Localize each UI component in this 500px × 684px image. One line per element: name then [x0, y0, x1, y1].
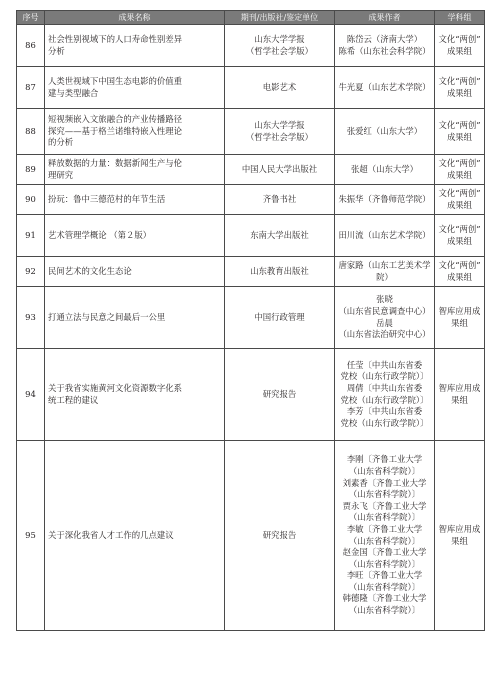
cell-title-line: 理研究: [48, 169, 74, 180]
cell-publisher: [225, 441, 335, 631]
cell-authors-line: （山东省法治研究中心）: [338, 329, 431, 340]
cell-authors-line: （山东省科学院）〕: [348, 605, 421, 616]
cell-group-line: 成果组: [446, 199, 473, 210]
cell-title-line: 关于深化我省人才工作的几点建议: [48, 529, 174, 540]
cell-authors-line: 张晓: [376, 294, 393, 305]
cell-authors: [335, 257, 435, 287]
cell-authors-line: 韩德隆〔齐鲁工业大学: [342, 593, 427, 604]
cell-title-line: 艺术管理学概论 （第２版）: [48, 229, 152, 240]
cell-authors-line: 岳晨: [376, 317, 393, 328]
cell-authors: [335, 155, 435, 185]
table-body: [17, 25, 485, 631]
cell-authors-line: 周倩〔中共山东省委: [346, 382, 423, 393]
cell-publisher-line: 山东教育出版社: [250, 265, 309, 276]
cell-group: [435, 155, 485, 185]
cell-authors: [335, 25, 435, 67]
cell-title: [45, 257, 225, 287]
header-group: 学科组: [435, 11, 485, 25]
cell-authors-line: （山东省科学院）〕: [348, 465, 421, 476]
cell-authors-line: （山东省科学院）〕: [348, 512, 421, 523]
cell-authors: [335, 109, 435, 155]
cell-group: [435, 215, 485, 257]
cell-group-line: 成果组: [446, 235, 473, 246]
cell-authors-line: 张爱红（山东大学）: [346, 125, 423, 136]
cell-authors-line: 任莹〔中共山东省委: [346, 359, 423, 370]
cell-authors: [335, 349, 435, 441]
cell-title-line: 民间艺术的文化生态论: [48, 265, 132, 276]
cell-title-line: 建与类型融合: [48, 87, 99, 98]
cell-title-line: 短视频嵌入文旅融合的产业传播路径: [48, 114, 182, 125]
cell-authors-line: （山东省科学院）〕: [348, 581, 421, 592]
table-row: [17, 109, 485, 155]
cell-group-line: 文化“两创”: [438, 157, 481, 168]
cell-publisher-line: 中国行政管理: [254, 311, 305, 322]
cell-authors-line: （山东省科学院）〕: [348, 558, 421, 569]
cell-authors-line: （山东省民意调查中心）: [338, 305, 431, 316]
cell-authors-line: 刘素香〔齐鲁工业大学: [342, 477, 427, 488]
cell-authors-line: 陈希（山东社会科学院）: [338, 45, 431, 56]
cell-group-line: 成果组: [446, 87, 473, 98]
cell-title: [45, 67, 225, 109]
table-row: [17, 287, 485, 349]
cell-publisher-line: （哲学社会学版）: [246, 131, 313, 142]
cell-authors-line: 李刚〔齐鲁工业大学: [346, 454, 423, 465]
cell-authors-line: 党校（山东行政学院）〕: [340, 371, 429, 382]
cell-publisher-line: 电影艺术: [262, 81, 297, 92]
cell-authors-line: 田川流（山东艺术学院）: [338, 229, 431, 240]
cell-group-line: 文化“两创”: [438, 119, 481, 130]
cell-group-line: 果组: [451, 535, 468, 546]
cell-title-line: 释放数据的力量：数据新闻生产与伦: [48, 157, 182, 168]
header-no: 序号: [17, 11, 45, 25]
cell-authors-line: 党校（山东行政学院）〕: [340, 417, 429, 428]
cell-no: 93: [17, 287, 45, 349]
table-row: [17, 67, 485, 109]
cell-group: [435, 67, 485, 109]
cell-publisher-line: 齐鲁书社: [262, 193, 297, 204]
cell-group-line: 成果组: [446, 45, 473, 56]
cell-publisher: [225, 155, 335, 185]
cell-title: [45, 155, 225, 185]
cell-authors: [335, 441, 435, 631]
cell-no: 88: [17, 109, 45, 155]
cell-publisher: [225, 25, 335, 67]
cell-group-line: 文化“两创”: [438, 223, 481, 234]
cell-group-line: 智库应用成: [438, 523, 481, 534]
table-row: [17, 155, 485, 185]
header-title: 成果名称: [45, 11, 225, 25]
cell-title: [45, 109, 225, 155]
cell-no: 90: [17, 185, 45, 215]
cell-title-line: 统工程的建议: [48, 394, 99, 405]
cell-no: 89: [17, 155, 45, 185]
cell-publisher: [225, 215, 335, 257]
cell-title: [45, 287, 225, 349]
cell-publisher-line: 山东大学学报: [254, 33, 305, 44]
cell-title: [45, 215, 225, 257]
cell-group: [435, 287, 485, 349]
cell-title: [45, 185, 225, 215]
cell-authors-line: 李芳〔中共山东省委: [346, 406, 423, 417]
table-row: [17, 257, 485, 287]
table-row: [17, 215, 485, 257]
cell-authors-line: （山东省科学院）〕: [348, 489, 421, 500]
cell-no: 87: [17, 67, 45, 109]
table-row: [17, 349, 485, 441]
cell-authors-line: 陈岱云（济南大学）: [346, 33, 423, 44]
cell-no: 91: [17, 215, 45, 257]
header-authors: 成果作者: [335, 11, 435, 25]
cell-group-line: 智库应用成: [438, 305, 481, 316]
cell-authors-line: 张超（山东大学）: [351, 163, 418, 174]
cell-title: [45, 441, 225, 631]
cell-title-line: 探究——基于格兰诺维特嵌入性理论: [48, 125, 182, 136]
cell-authors-line: 李旺〔齐鲁工业大学: [346, 570, 423, 581]
table-row: [17, 25, 485, 67]
cell-publisher-line: 研究报告: [262, 388, 297, 399]
cell-title: [45, 349, 225, 441]
cell-group-line: 果组: [451, 317, 468, 328]
cell-no: 94: [17, 349, 45, 441]
cell-authors-line: 牛光夏（山东艺术学院）: [338, 81, 431, 92]
cell-no: 92: [17, 257, 45, 287]
cell-authors-line: 朱振华（齐鲁师范学院）: [338, 193, 431, 204]
cell-authors-line: 唐家路（山东工艺美术学院）: [338, 259, 431, 282]
table-header-row: [17, 11, 485, 25]
cell-group-line: 文化“两创”: [438, 75, 481, 86]
cell-group-line: 成果组: [446, 271, 473, 282]
table-row: [17, 441, 485, 631]
cell-publisher: [225, 109, 335, 155]
cell-authors-line: 贾永飞〔齐鲁工业大学: [342, 500, 427, 511]
cell-publisher-line: 东南大学出版社: [250, 229, 309, 240]
cell-title-line: 扮玩：鲁中三德范村的年节生活: [48, 193, 166, 204]
cell-publisher: [225, 67, 335, 109]
cell-group: [435, 109, 485, 155]
cell-group: [435, 257, 485, 287]
cell-authors-line: 赵金国〔齐鲁工业大学: [342, 547, 427, 558]
cell-title-line: 的分析: [48, 137, 74, 148]
cell-authors-line: 党校（山东行政学院）〕: [340, 394, 429, 405]
cell-group-line: 成果组: [446, 131, 473, 142]
cell-authors-line: 李敏〔齐鲁工业大学: [346, 523, 423, 534]
cell-publisher-line: 研究报告: [262, 529, 297, 540]
cell-group-line: 智库应用成果组: [438, 382, 481, 405]
cell-title-line: 分析: [48, 45, 65, 56]
cell-authors: [335, 215, 435, 257]
cell-authors: [335, 67, 435, 109]
cell-group: [435, 185, 485, 215]
cell-group-line: 成果组: [446, 169, 473, 180]
cell-group: [435, 25, 485, 67]
cell-publisher-line: 中国人民大学出版社: [241, 163, 318, 174]
cell-group-line: 文化“两创”: [438, 259, 481, 270]
cell-group: [435, 441, 485, 631]
cell-publisher-line: （哲学社会学版）: [246, 45, 313, 56]
achievements-table: [16, 10, 485, 631]
table-row: [17, 185, 485, 215]
cell-group-line: 文化“两创”: [438, 187, 481, 198]
cell-publisher: [225, 257, 335, 287]
cell-title-line: 关于我省实施黄河文化资源数字化系: [48, 382, 182, 393]
cell-no: 86: [17, 25, 45, 67]
cell-publisher-line: 山东大学学报: [254, 119, 305, 130]
cell-title-line: 人类世视域下中国生态电影的价值重: [48, 75, 182, 86]
cell-title: [45, 25, 225, 67]
cell-publisher: [225, 349, 335, 441]
cell-group: [435, 349, 485, 441]
cell-title-line: 打通立法与民意之间最后一公里: [48, 311, 166, 322]
cell-publisher: [225, 185, 335, 215]
cell-title-line: 社会性别视域下的人口寿命性别差异: [48, 33, 182, 44]
cell-no: 95: [17, 441, 45, 631]
header-publisher: 期刊/出版社/鉴定单位: [225, 11, 335, 25]
cell-authors: [335, 185, 435, 215]
cell-authors: [335, 287, 435, 349]
cell-publisher: [225, 287, 335, 349]
cell-authors-line: （山东省科学院）〕: [348, 535, 421, 546]
cell-group-line: 文化“两创”: [438, 33, 481, 44]
